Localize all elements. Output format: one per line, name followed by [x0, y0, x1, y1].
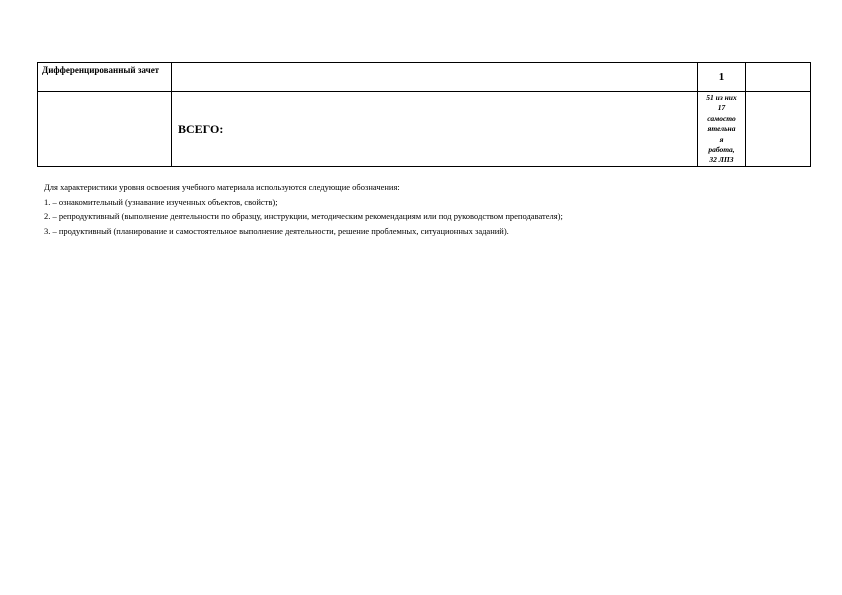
hours-cell: [698, 63, 746, 92]
total-hours-line: я: [719, 134, 724, 144]
total-hours-value: [698, 92, 745, 166]
notes-item: 3. – продуктивный (планирование и самостоятельное выполнение деятельности, решение проблемных, ситуационных заданий).: [44, 226, 509, 237]
table-row-total: [38, 92, 811, 167]
total-hours-line: ятельна: [707, 124, 736, 134]
topic-label: Дифференцированный зачет: [42, 65, 160, 75]
curriculum-table: [37, 62, 811, 167]
total-hours-line: самосто: [707, 113, 736, 123]
total-hours-cell: [698, 92, 746, 167]
total-hours-line: работа,: [708, 145, 735, 155]
total-label-cell: [172, 92, 698, 167]
notes-item: 1. – ознакомительный (узнавание изученных объектов, свойств);: [44, 196, 278, 207]
notes-item: 2. – репродуктивный (выполнение деятельности по образцу, инструкции, методическим рекомендациям или под руководством преподавателя);: [44, 211, 563, 222]
topic-cell: [38, 63, 172, 92]
level-cell: [746, 63, 811, 92]
content-cell: [172, 63, 698, 92]
total-hours-line: 51 из них: [706, 93, 737, 102]
notes-intro: Для характеристики уровня освоения учебного материала используются следующие обозначения:: [44, 182, 400, 192]
level-notes: [44, 180, 563, 239]
empty-level-cell: [746, 92, 811, 167]
total-label: ВСЕГО:: [178, 121, 224, 136]
total-hours-line: 32 ЛПЗ: [709, 155, 734, 165]
hours-value: 1: [718, 71, 725, 83]
table-row-final-test: [38, 63, 811, 92]
total-hours-line: 17: [717, 103, 726, 113]
empty-topic-cell: [38, 92, 172, 167]
